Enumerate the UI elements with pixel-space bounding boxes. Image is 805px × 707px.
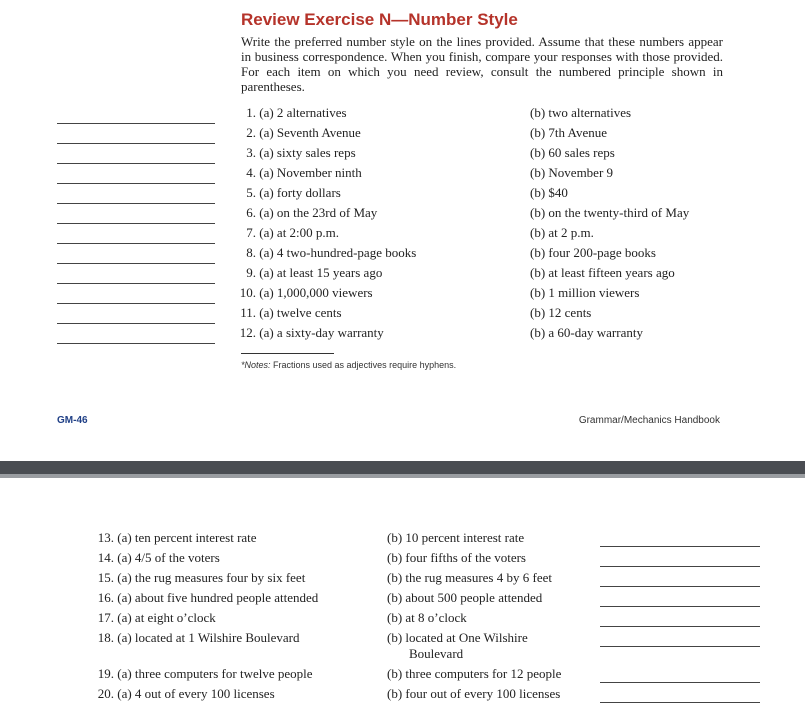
option-a-text: (a) the rug measures four by six feet (117, 570, 306, 585)
option-b-text: (b) at least fifteen years ago (530, 265, 675, 280)
option-a (92, 630, 300, 646)
item-number: 13. (97, 530, 114, 545)
option-a-text: (a) at 2:00 p.m. (259, 225, 340, 240)
item-number: 19. (97, 666, 114, 681)
option-a-text: (a) ten percent interest rate (117, 530, 257, 545)
answer-line[interactable] (57, 143, 215, 144)
option-a (238, 285, 373, 301)
answer-line[interactable] (600, 646, 760, 647)
option-a (92, 550, 220, 566)
option-a (238, 265, 382, 281)
option-a-text: (a) twelve cents (259, 305, 342, 320)
answer-line[interactable] (600, 682, 760, 683)
item-number: 2. (246, 125, 256, 140)
page-bottom (0, 478, 805, 707)
option-b-text: (b) four 200-page books (530, 245, 656, 260)
option-a-text: (a) a sixty-day warranty (259, 325, 384, 340)
option-a-text: (a) at eight o’clock (117, 610, 216, 625)
option-a-text: (a) forty dollars (259, 185, 341, 200)
item-number: 10. (239, 285, 256, 300)
option-b (387, 610, 467, 626)
footnote-label: *Notes: (241, 360, 271, 370)
option-a-text: (a) at least 15 years ago (259, 265, 383, 280)
footnote-text: Fractions used as adjectives require hyphens. (270, 360, 457, 370)
answer-line[interactable] (600, 586, 760, 587)
option-a (238, 305, 342, 321)
answer-line[interactable] (57, 263, 215, 264)
item-number: 11. (240, 305, 256, 320)
option-b (387, 570, 552, 586)
answer-line[interactable] (600, 702, 760, 703)
option-a-text: (a) Seventh Avenue (259, 125, 361, 140)
item-number: 8. (246, 245, 256, 260)
item-number: 6. (246, 205, 256, 220)
option-a-text: (a) three computers for twelve people (117, 666, 313, 681)
answer-line[interactable] (57, 183, 215, 184)
page-divider (0, 461, 805, 474)
option-b (530, 305, 591, 321)
option-b-text: (b) the rug measures 4 by 6 feet (387, 570, 552, 585)
answer-line[interactable] (57, 243, 215, 244)
option-a-text: (a) located at 1 Wilshire Boulevard (117, 630, 300, 645)
item-number: 12. (239, 325, 256, 340)
item-number: 18. (97, 630, 114, 645)
item-number: 16. (97, 590, 114, 605)
option-a (238, 205, 377, 221)
answer-line[interactable] (57, 323, 215, 324)
item-number: 14. (97, 550, 114, 565)
option-b (530, 205, 689, 221)
option-b (530, 105, 631, 121)
item-number: 9. (246, 265, 256, 280)
option-b-text: (b) two alternatives (530, 105, 632, 120)
option-b-text: (b) four fifths of the voters (387, 550, 526, 565)
answer-line[interactable] (600, 626, 760, 627)
option-b (530, 285, 639, 301)
item-number: 20. (97, 686, 114, 701)
option-a (238, 105, 347, 121)
option-a (238, 225, 339, 241)
option-a-text: (a) sixty sales reps (259, 145, 356, 160)
option-a (92, 686, 275, 702)
option-a (238, 245, 416, 261)
answer-line[interactable] (600, 546, 760, 547)
option-b-text: (b) 60 sales reps (530, 145, 615, 160)
option-b-text: (b) $40 (530, 185, 568, 200)
option-b (530, 125, 607, 141)
option-b (387, 530, 524, 546)
option-b-text: (b) three computers for 12 people (387, 666, 562, 681)
option-b (530, 265, 675, 281)
option-a-text: (a) on the 23rd of May (259, 205, 378, 220)
item-number: 15. (97, 570, 114, 585)
option-b (530, 145, 615, 161)
answer-line[interactable] (600, 606, 760, 607)
option-b-text: (b) four out of every 100 licenses (387, 686, 561, 701)
option-a (92, 530, 257, 546)
item-number: 17. (97, 610, 114, 625)
option-a (238, 145, 356, 161)
option-a-text: (a) November ninth (259, 165, 362, 180)
item-number: 5. (246, 185, 256, 200)
option-b (387, 550, 526, 566)
option-b-text: (b) 1 million viewers (530, 285, 640, 300)
option-a (238, 165, 362, 181)
item-number: 3. (246, 145, 256, 160)
option-b-text: (b) at 8 o’clock (387, 610, 467, 625)
option-b-text: (b) about 500 people attended (387, 590, 543, 605)
option-b-text: (b) at 2 p.m. (530, 225, 594, 240)
exercise-title: Review Exercise N—Number Style (241, 10, 518, 29)
option-b (387, 630, 528, 662)
item-number: 1. (246, 105, 256, 120)
option-a (238, 185, 341, 201)
option-a-text: (a) 2 alternatives (259, 105, 347, 120)
footnote (241, 360, 456, 370)
option-b-text: (b) 12 cents (530, 305, 592, 320)
answer-line[interactable] (57, 343, 215, 344)
option-b (387, 590, 542, 606)
exercise-instructions: Write the preferred number style on the lines provided. Assume that these numbers appear in business correspondence. When you finish, compare your responses with those provided. For each item on which you need review, consult the numbered principle shown in parentheses. (241, 34, 723, 94)
option-b-text: (b) 10 percent interest rate (387, 530, 525, 545)
answer-line[interactable] (57, 283, 215, 284)
option-a-text: (a) 1,000,000 viewers (259, 285, 373, 300)
option-b-text-continued: Boulevard (409, 646, 464, 661)
option-b (530, 245, 656, 261)
answer-line[interactable] (57, 203, 215, 204)
option-b-text: (b) located at One Wilshire (387, 630, 528, 645)
option-a-text: (a) about five hundred people attended (117, 590, 319, 605)
option-a-text: (a) 4 two-hundred-page books (259, 245, 417, 260)
option-b (387, 666, 561, 682)
option-b (387, 686, 560, 702)
running-footer: Grammar/Mechanics Handbook (578, 415, 720, 426)
option-a-text: (a) 4/5 of the voters (117, 550, 220, 565)
option-b-text: (b) on the twenty-third of May (530, 205, 690, 220)
option-a-text: (a) 4 out of every 100 licenses (117, 686, 275, 701)
option-a (92, 610, 216, 626)
option-b (530, 185, 568, 201)
item-number: 7. (246, 225, 256, 240)
option-a (92, 570, 305, 586)
option-b-text: (b) 7th Avenue (530, 125, 608, 140)
answer-line[interactable] (57, 123, 215, 124)
answer-line[interactable] (57, 303, 215, 304)
footnote-rule (241, 353, 334, 354)
option-b (530, 325, 643, 341)
option-b-text: (b) November 9 (530, 165, 614, 180)
option-a (92, 666, 313, 682)
option-a (92, 590, 318, 606)
option-b-text: (b) a 60-day warranty (530, 325, 643, 340)
answer-line[interactable] (600, 566, 760, 567)
answer-line[interactable] (57, 163, 215, 164)
option-b (530, 225, 594, 241)
option-a (238, 125, 361, 141)
answer-line[interactable] (57, 223, 215, 224)
option-a (238, 325, 384, 341)
option-b (530, 165, 613, 181)
item-number: 4. (246, 165, 256, 180)
page-number: GM-46 (57, 415, 88, 426)
